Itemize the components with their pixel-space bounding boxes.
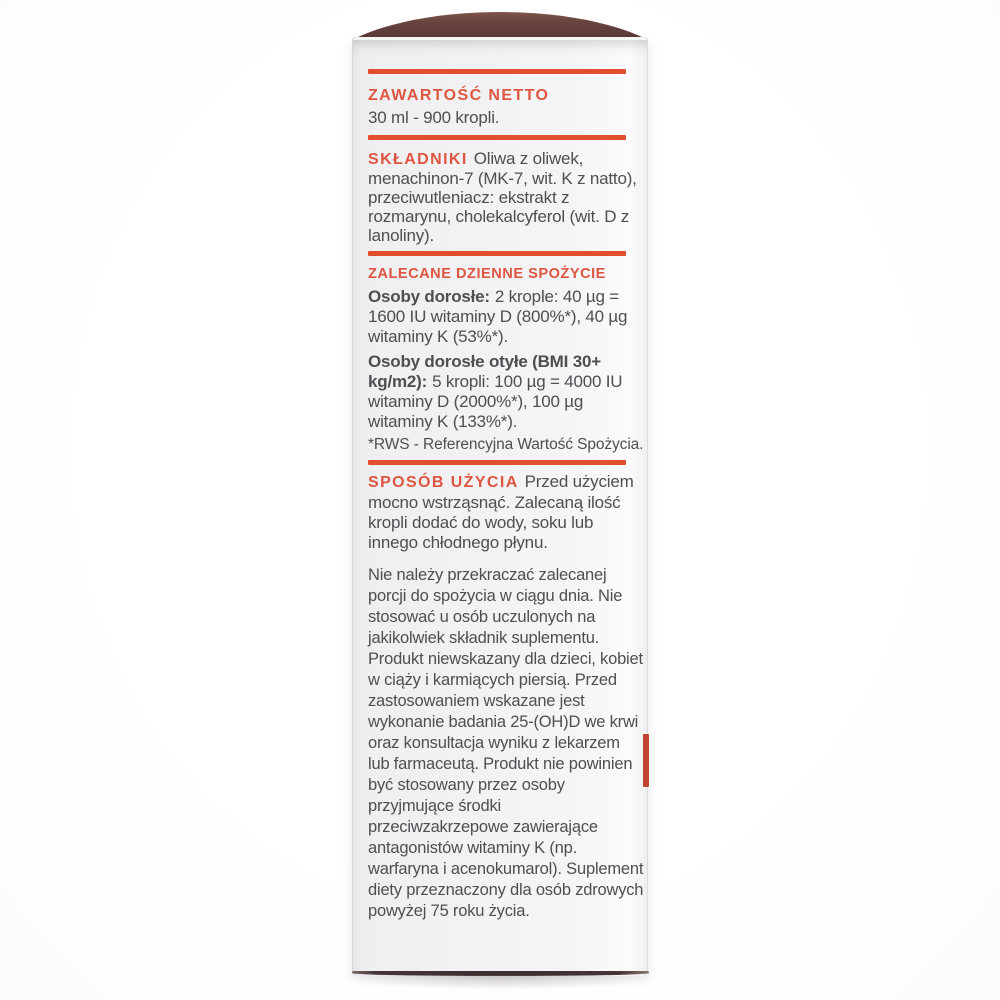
daily-intake-obese [368, 352, 644, 432]
ingredients-text: Oliwa z oliwek, menachinon-7 (MK-7, wit. K z natto), przeciwutleniacz: ekstrakt z rozmarynu, cholekalcyferol (wit. D z lanoliny). [368, 149, 637, 245]
section-daily-intake [368, 265, 644, 455]
daily-intake-obese-text: 5 kropli: 100 µg = 4000 IU witaminy D (2000%*), 100 µg witaminy K (133%*). [368, 372, 623, 431]
section-net-content [368, 86, 644, 128]
daily-intake-adults [368, 287, 644, 347]
box-ground-shadow [346, 975, 654, 991]
ingredients-paragraph [368, 149, 644, 245]
rws-footnote: *RWS - Referencyjna Wartość Spożycia. [368, 436, 644, 453]
net-content-value: 30 ml - 900 kropli. [368, 108, 500, 127]
divider-rule [368, 460, 626, 465]
usage-text: Przed użyciem mocno wstrząsnąć. Zalecaną ilość kropli dodać do wody, soku lub innego chłodnego płynu. [368, 472, 634, 552]
section-warnings [368, 565, 644, 922]
daily-intake-adults-text: 2 krople: 40 µg = 1600 IU witaminy D (800%*), 40 µg witaminy K (53%*). [368, 287, 628, 346]
divider-rule [368, 135, 626, 140]
usage-paragraph [368, 472, 644, 553]
daily-intake-adults-lead: Osoby dorosłe: [368, 287, 490, 306]
daily-intake-obese-lead: Osoby dorosłe otyłe (BMI 30+ kg/m2): [368, 352, 601, 391]
ingredients-header: SKŁADNIKI [368, 151, 468, 168]
warnings-text: Nie należy przekraczać zalecanej porcji do spożycia w ciągu dnia. Nie stosować u osób uczulonych na jakikolwiek składnik suplementu. Produkt niewskazany dla dzieci, kobiet w ciąży i karmiących piersią. Przed zastosowaniem wskazane jest wykonanie badania 25-(OH)D we krwi oraz konsultacja wyniku z lekarzem lub farmaceutą. Produkt nie powinien być stosowany przez osoby przyjmujące środki przeciwzakrzepowe zawierające antagonistów witaminy K (np. warfaryna i acenokumarol). Suplement diety przeznaczony dla osób zdrowych powyżej 75 roku życia. [368, 566, 644, 920]
panel-content [368, 37, 644, 922]
divider-rule [368, 251, 626, 256]
adjacent-panel-accent-strip [643, 734, 649, 787]
net-content-header: ZAWARTOŚĆ NETTO [368, 87, 550, 104]
section-ingredients [368, 149, 644, 245]
divider-rule [368, 69, 626, 74]
section-usage [368, 472, 644, 553]
daily-intake-header: ZALECANE DZIENNE SPOŻYCIE [368, 266, 606, 282]
usage-header: SPOSÓB UŻYCIA [368, 474, 519, 491]
box-side-panel [352, 37, 648, 976]
